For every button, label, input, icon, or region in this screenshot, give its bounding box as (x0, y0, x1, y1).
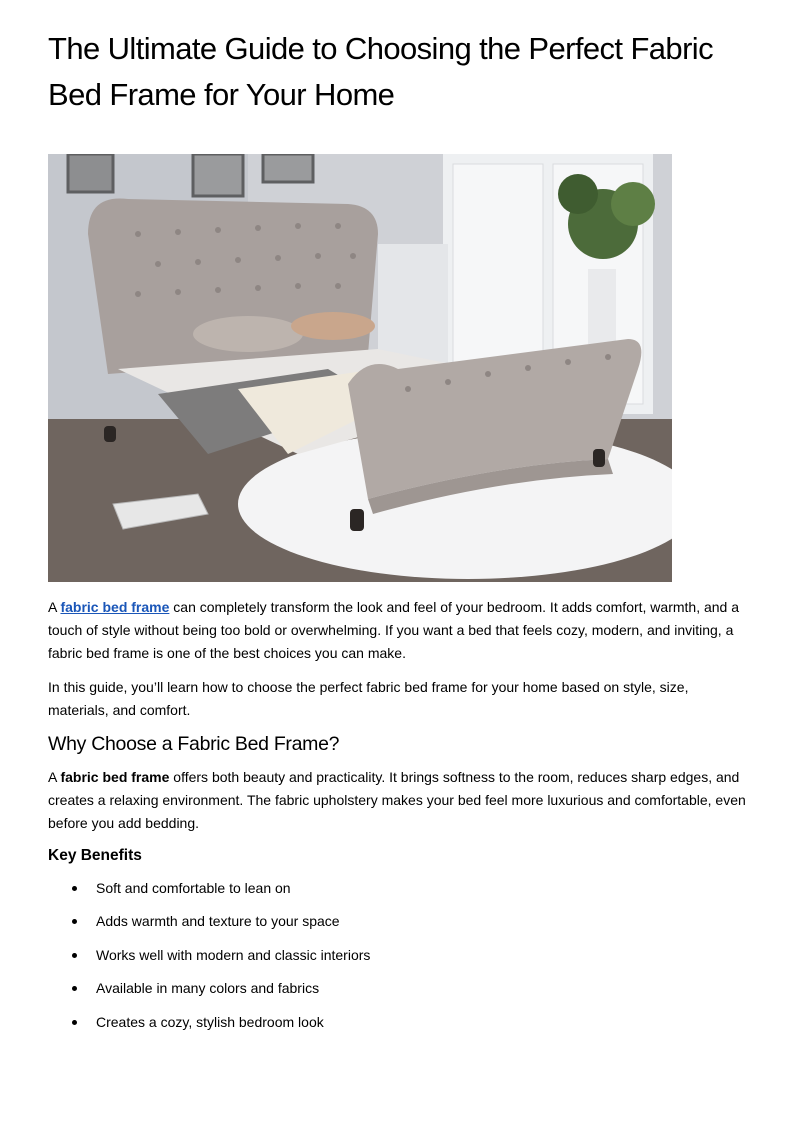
list-item (48, 976, 648, 1009)
bullet-icon (72, 986, 77, 991)
bullet-icon (72, 953, 77, 958)
intro-prefix: A (48, 599, 61, 615)
bullet-icon (72, 919, 77, 924)
key-benefits-heading: Key Benefits (48, 847, 142, 864)
list-item (48, 943, 648, 976)
intro-suffix: can completely transform the look and feel of your bedroom. It adds comfort, warmth, and a touch of style without being too bold or overwhelming. If you want a bed that feels cozy, modern, and inviting, a fabric bed frame is one of the best choices you can make. (48, 599, 740, 661)
list-item (48, 1010, 648, 1043)
benefit-text: Creates a cozy, stylish bedroom look (96, 1013, 324, 1030)
bullet-icon (72, 1020, 77, 1025)
why-paragraph (48, 766, 748, 835)
intro-paragraph (48, 596, 748, 665)
list-item (48, 909, 648, 942)
why-prefix: A (48, 769, 61, 785)
why-choose-heading: Why Choose a Fabric Bed Frame? (48, 733, 340, 755)
list-item (48, 876, 648, 909)
why-bold-term: fabric bed frame (60, 769, 170, 785)
benefit-text: Soft and comfortable to lean on (96, 880, 291, 896)
page-title: The Ultimate Guide to Choosing the Perfect Fabric Bed Frame for Your Home (48, 31, 713, 112)
guide-paragraph: In this guide, you’ll learn how to choose the perfect fabric bed frame for your home based on style, size, materials, and comfort. (48, 679, 689, 718)
benefits-list (48, 876, 648, 1043)
benefit-text: Adds warmth and texture to your space (96, 913, 340, 930)
benefit-text: Works well with modern and classic interiors (96, 946, 371, 963)
fabric-bed-frame-link[interactable]: fabric bed frame (60, 599, 170, 615)
bed-frame-photo (48, 154, 672, 582)
why-suffix: offers both beauty and practicality. It brings softness to the room, reduces sharp edges, and creates a relaxing environment. The fabric upholstery makes your bed feel more luxurious and comfortable, even before you add bedding. (48, 769, 746, 831)
bullet-icon (72, 886, 77, 891)
benefit-text: Available in many colors and fabrics (96, 980, 320, 997)
